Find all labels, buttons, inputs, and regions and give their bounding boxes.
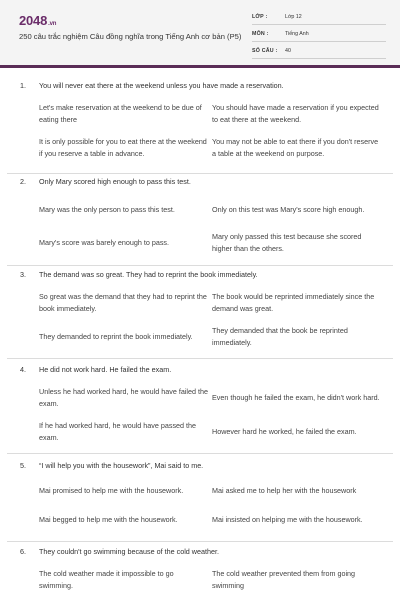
question-number: 3.	[20, 270, 26, 279]
answer-option[interactable]: Mary was the only person to pass this test.	[39, 205, 175, 214]
logo-suffix: .vn	[48, 21, 57, 27]
answer-option[interactable]: The cold weather made it impossible to go swimming.	[39, 569, 174, 590]
meta-label: LỚP :	[252, 14, 268, 20]
answer-option[interactable]: Let's make reservation at the weekend to be due of eating there	[39, 103, 202, 124]
document-title: 250 câu trắc nghiệm Câu đồng nghĩa trong Tiếng Anh cơ bản (P5)	[19, 32, 242, 41]
meta-value: Lớp 12	[285, 14, 302, 20]
question-text: Only Mary scored high enough to pass this test.	[39, 177, 191, 186]
site-logo[interactable]	[19, 13, 56, 28]
answer-option[interactable]: However hard he worked, he failed the exam.	[212, 427, 357, 436]
question-text: “I will help you with the housework”, Mai said to me.	[39, 461, 204, 470]
question-divider	[7, 358, 393, 359]
answer-option[interactable]: Unless he had worked hard, he would have failed the exam.	[39, 387, 209, 408]
answer-option[interactable]: Mai insisted on helping me with the housework.	[212, 515, 363, 524]
meta-row-count	[252, 45, 386, 59]
answer-option[interactable]: So great was the demand that they had to reprint the book immediately.	[39, 292, 207, 313]
meta-label: MÔN :	[252, 31, 269, 37]
answer-option[interactable]: Only on this test was Mary's score high enough.	[212, 205, 365, 214]
answer-option[interactable]: Even though he failed the exam, he didn't work hard.	[212, 393, 380, 402]
answer-option[interactable]: They demanded that the book be reprinted immediately.	[212, 326, 348, 347]
answer-option[interactable]: Mary's score was barely enough to pass.	[39, 238, 170, 247]
answer-option[interactable]: You may not be able to eat there if you don't reserve a table at the weekend on purpose.	[212, 137, 379, 158]
meta-value: 40	[285, 48, 291, 54]
question-text: He did not work hard. He failed the exam.	[39, 365, 172, 374]
answer-option[interactable]: You should have made a reservation if you expected to eat there at the weekend.	[212, 103, 379, 124]
document-meta	[252, 11, 386, 62]
question-text: The demand was so great. They had to reprint the book immediately.	[39, 270, 258, 279]
meta-row-subject	[252, 28, 386, 42]
answer-option[interactable]: Mai begged to help me with the housework.	[39, 515, 178, 524]
answer-option[interactable]: Mai asked me to help her with the housework	[212, 486, 357, 495]
question-divider	[7, 541, 393, 542]
meta-value: Tiếng Anh	[285, 31, 309, 37]
answer-option[interactable]: Mai promised to help me with the housework.	[39, 486, 184, 495]
question-number: 6.	[20, 547, 26, 556]
question-number: 1.	[20, 81, 26, 90]
logo-text: 2048	[19, 13, 48, 28]
question-text: They couldn't go swimming because of the cold weather.	[39, 547, 219, 556]
document-header	[0, 0, 400, 68]
question-divider	[7, 265, 393, 266]
meta-label: SỐ CÂU :	[252, 48, 278, 54]
question-divider	[7, 453, 393, 454]
question-text: You will never eat there at the weekend unless you have made a reservation.	[39, 81, 284, 90]
question-divider	[7, 173, 393, 174]
answer-option[interactable]: If he had worked hard, he would have passed the exam.	[39, 421, 197, 442]
answer-option[interactable]: The cold weather prevented them from going swimming	[212, 569, 356, 590]
meta-row-class	[252, 11, 386, 25]
question-number: 2.	[20, 177, 26, 186]
answer-option[interactable]: Mary only passed this test because she scored higher than the others.	[212, 232, 362, 253]
answer-option[interactable]: It is only possible for you to eat there at the weekend if you reserve a table in advance.	[39, 137, 207, 158]
question-number: 4.	[20, 365, 26, 374]
answer-option[interactable]: They demanded to reprint the book immediately.	[39, 332, 193, 341]
question-number: 5.	[20, 461, 26, 470]
answer-option[interactable]: The book would be reprinted immediately since the demand was great.	[212, 292, 375, 313]
